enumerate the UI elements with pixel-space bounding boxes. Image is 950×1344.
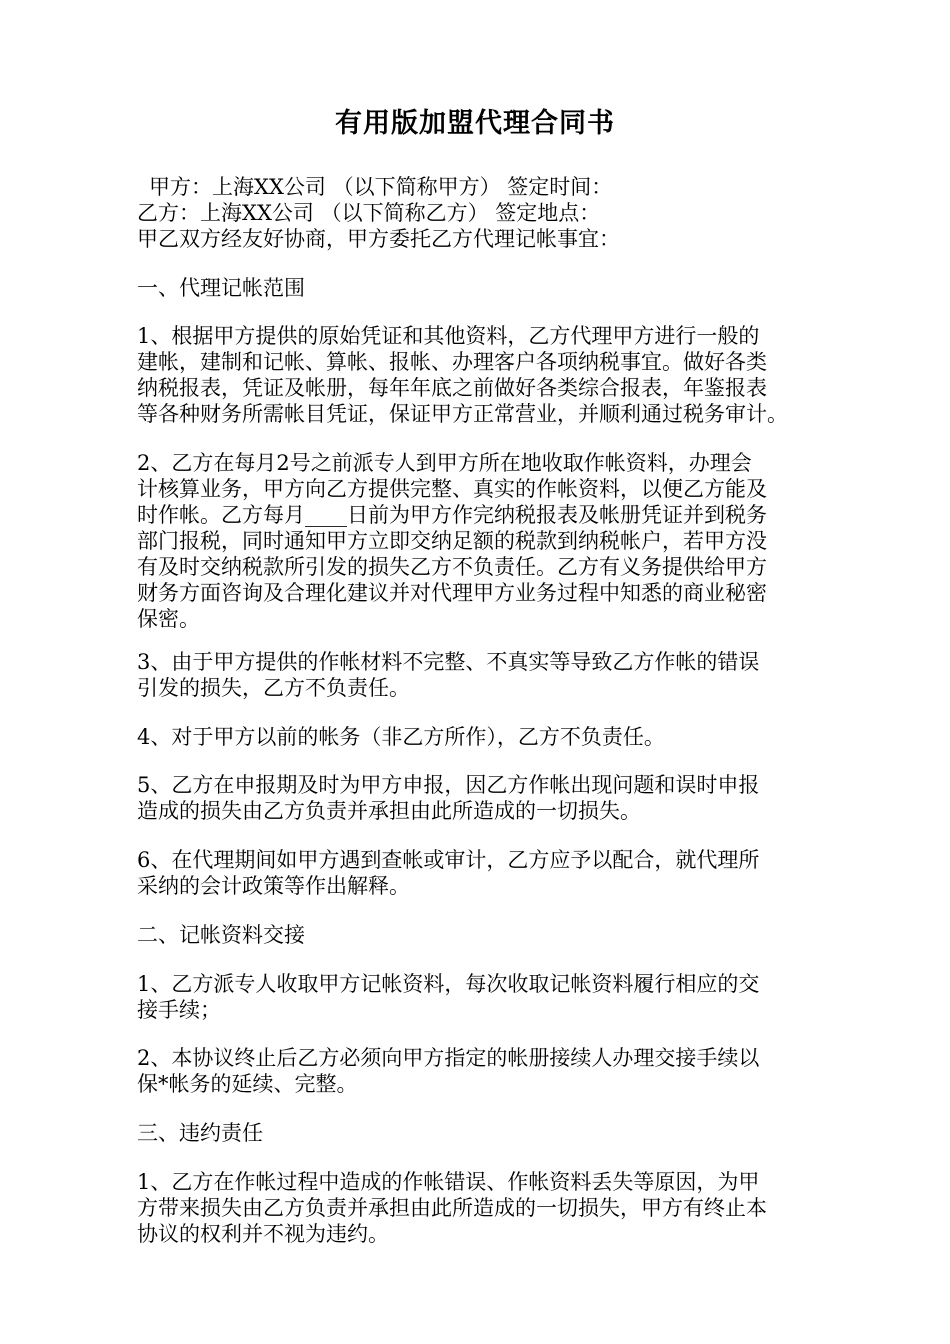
paragraph-line: 2、乙方在每月2号之前派专人到甲方所在地收取作帐资料，办理会 (137, 451, 752, 475)
paragraph-line: 保密。 (137, 607, 200, 631)
paragraph-line: 6、在代理期间如甲方遇到查帐或审计，乙方应予以配合，就代理所 (137, 848, 760, 872)
paragraph-line: 部门报税，同时通知甲方立即交纳足额的税款到纳税帐户，若甲方没 (137, 529, 767, 553)
paragraph-line: 2、本协议终止后乙方必须向甲方指定的帐册接续人办理交接手续以 (137, 1046, 760, 1070)
paragraph-line: 纳税报表，凭证及帐册，每年年底之前做好各类综合报表，年鉴报表 (137, 376, 767, 400)
paragraph-line: 建帐，建制和记帐、算帐、报帐、办理客户各项纳税事宜。做好各类 (137, 350, 767, 374)
paragraph-line: 1、根据甲方提供的原始凭证和其他资料，乙方代理甲方进行一般的 (137, 324, 760, 348)
paragraph-line: 财务方面咨询及合理化建议并对代理甲方业务过程中知悉的商业秘密 (137, 581, 767, 605)
paragraph-line: 协议的权利并不视为违约。 (137, 1222, 389, 1246)
paragraph-line: 1、乙方在作帐过程中造成的作帐错误、作帐资料丢失等原因，为甲 (137, 1170, 760, 1194)
section-heading-liability: 三、违约责任 (137, 1121, 263, 1145)
document-title: 有用版加盟代理合同书 (335, 108, 615, 139)
paragraph-line: 方带来损失由乙方负责并承担由此所造成的一切损失，甲方有终止本 (137, 1196, 767, 1220)
paragraph-line: 1、乙方派专人收取甲方记帐资料，每次收取记帐资料履行相应的交 (137, 972, 760, 996)
section-heading-scope: 一、代理记帐范围 (137, 276, 305, 300)
paragraph-line: 采纳的会计政策等作出解释。 (137, 874, 410, 898)
paragraph-line: 接手续； (137, 998, 221, 1022)
party-b-line: 乙方：上海XX公司 （以下简称乙方） 签定地点： (137, 201, 601, 225)
intro-line: 甲乙双方经友好协商，甲方委托乙方代理记帐事宜： (137, 227, 620, 251)
paragraph-line: 造成的损失由乙方负责并承担由此所造成的一切损失。 (137, 799, 641, 823)
paragraph-line: 等各种财务所需帐目凭证，保证甲方正常营业，并顺利通过税务审计。 (137, 402, 788, 426)
section-heading-handover: 二、记帐资料交接 (137, 923, 305, 947)
paragraph-line: 有及时交纳税款所引发的损失乙方不负责任。乙方有义务提供给甲方 (137, 555, 767, 579)
paragraph-line: 5、乙方在申报期及时为甲方申报，因乙方作帐出现问题和误时申报 (137, 773, 760, 797)
paragraph-line: 计核算业务，甲方向乙方提供完整、真实的作帐资料，以便乙方能及 (137, 477, 767, 501)
paragraph-line: 引发的损失，乙方不负责任。 (137, 676, 410, 700)
paragraph-line: 4、对于甲方以前的帐务（非乙方所作），乙方不负责任。 (137, 725, 665, 749)
paragraph-line: 时作帐。乙方每月____日前为甲方作完纳税报表及帐册凭证并到税务 (137, 503, 767, 527)
paragraph-line: 保*帐务的延续、完整。 (137, 1072, 358, 1096)
party-a-line: 甲方：上海XX公司 （以下简称甲方） 签定时间： (149, 175, 613, 199)
paragraph-line: 3、由于甲方提供的作帐材料不完整、不真实等导致乙方作帐的错误 (137, 650, 760, 674)
